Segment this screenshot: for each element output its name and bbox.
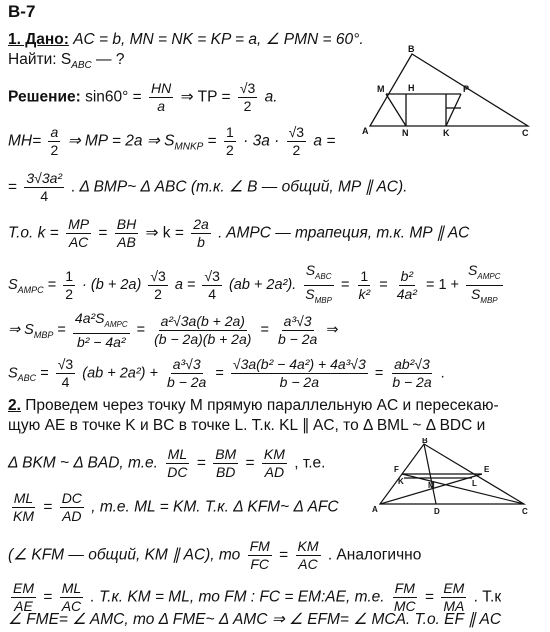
frac-sqrt3-4b	[56, 356, 75, 391]
p2-text-6: . Т.к. KM = ML, то FM : FC = EM:AE, т.е.	[90, 588, 385, 606]
frac-num: ML	[61, 580, 82, 596]
frac-bh-ab	[115, 216, 138, 251]
frac-num: BM	[215, 446, 237, 462]
solution-line-7: $S_{ABC}$ = $\frac{√3}{4}$ (ab + 2a²) + $\frac{\text{a³√3}}{b - 2a}$ = $\frac{\text{√3a(b² − 4a²) + 4a³√3}}{b - 2a}$ = $\frac{\text{ab²√3}}{b - 2a}$ .	[8, 356, 445, 390]
frac-num	[466, 262, 502, 286]
s-symbol: S	[8, 365, 18, 382]
p2-line-3	[8, 446, 325, 481]
label-P: P	[463, 84, 470, 94]
frac-num: MP	[68, 216, 90, 232]
frac-den: 2	[243, 98, 252, 114]
frac-den: BD	[215, 464, 236, 480]
frac-den: a	[157, 98, 166, 114]
p2-text-3: Δ BKM ~ Δ BAD, т.е.	[8, 454, 158, 472]
label-B2: B	[422, 438, 428, 445]
p2-text-2: щую AE в точке K и BC в точке L. Т.к. KL ∥ AC, то Δ BML ~ Δ BDC и	[8, 417, 486, 434]
frac-fm-fc	[248, 538, 272, 573]
eq-sign: =	[40, 365, 49, 382]
frac-sabc-smbp	[303, 262, 334, 309]
p2-text-5: (∠ KFM — общий, KM ∥ AC), то	[8, 546, 241, 564]
mbp-sub: MBP	[314, 295, 332, 305]
label-M2: M	[428, 481, 435, 490]
given-line	[8, 30, 364, 50]
frac-result	[24, 170, 64, 205]
k-expr: Т.о. k =	[8, 224, 59, 242]
frac-dc-ad	[60, 490, 84, 525]
find-line	[8, 50, 124, 76]
p2-text-7: ∠ FME= ∠ AMC, то Δ FME~ Δ AMC ⇒ ∠ EFM= ∠ MCA. Т.о. EF ∥ AC	[8, 611, 502, 628]
frac-num	[304, 262, 334, 286]
frac-num: 3√3a²	[26, 170, 63, 186]
frac-den: b − 2a	[167, 374, 207, 390]
eq-sign: =	[43, 588, 53, 606]
frac-l3-3	[276, 313, 319, 348]
triangle-figure-1	[360, 44, 530, 139]
frac-ml-dc	[165, 446, 189, 481]
eq-sign: =	[245, 454, 255, 472]
frac-den: 4	[40, 188, 49, 204]
frac-num: DC	[61, 490, 82, 506]
frac-hn-a	[149, 80, 173, 115]
frac-den: AE	[14, 598, 33, 614]
frac-2a-b	[191, 216, 211, 251]
tk-text: . Т.к	[473, 588, 502, 606]
frac-sqrt3-4	[202, 268, 221, 303]
frac-num: ab²√3	[394, 356, 430, 372]
page-heading: В-7	[8, 2, 36, 21]
frac-den: FC	[250, 556, 270, 572]
frac-num: FM	[394, 580, 415, 596]
label-F2: F	[394, 465, 399, 474]
frac-a-2	[48, 124, 60, 159]
a-eq: a =	[313, 132, 336, 150]
frac-1-2c	[63, 268, 75, 303]
arrow-s: ⇒ S	[8, 322, 34, 339]
frac-mp-ac	[66, 216, 91, 251]
frac-den: b − 2a	[279, 374, 319, 390]
p2-line-1	[8, 396, 499, 416]
tp-expr: ⇒ TP =	[180, 88, 231, 106]
eq-sign: =	[379, 277, 388, 294]
mp-expr: ⇒ MP = 2a ⇒ S	[67, 132, 175, 150]
frac-num: ML	[167, 446, 188, 462]
find-sub: ABC	[71, 60, 92, 72]
frac-den: AD	[264, 464, 285, 480]
p2-line-4	[8, 490, 339, 525]
a-eq: a =	[174, 277, 196, 294]
frac-bm-bd	[213, 446, 238, 481]
frac-den: 2	[65, 285, 74, 302]
abc-sub: ABC	[315, 271, 332, 281]
frac-den: b	[197, 234, 205, 250]
find-tail: — ?	[91, 51, 125, 68]
mbp-sub: MBP	[33, 330, 54, 341]
k-eq: ⇒ k =	[145, 224, 184, 242]
frac-l4-3	[390, 356, 433, 391]
ab2a-plus: (ab + 2a²) +	[82, 365, 158, 382]
frac-num: a	[50, 124, 59, 140]
p2-text-4: , т.е. ML = KM. Т.к. Δ KFM~ Δ AFC	[91, 498, 339, 516]
frac-b2-4a2	[395, 268, 419, 303]
frac-den: 2	[292, 142, 301, 158]
frac-ml-km	[11, 490, 36, 525]
mh-expr: MH=	[8, 132, 42, 150]
frac-num: √3	[57, 356, 74, 372]
s-symbol: S	[468, 262, 478, 278]
eq-sign: =	[279, 546, 289, 564]
frac-l4-1	[165, 356, 208, 391]
frac-den: AC	[68, 234, 89, 250]
eq-sign: =	[260, 322, 269, 339]
frac-den: 2	[50, 142, 59, 158]
frac-l3-1	[73, 310, 130, 351]
label-K2: K	[398, 477, 404, 486]
dot3a-expr: · 3a ·	[243, 132, 280, 150]
analog-text: . Аналогично	[327, 546, 422, 564]
frac-num: ML	[13, 490, 34, 506]
ampc-sub: AMPC	[104, 319, 128, 329]
eq-sign: =	[43, 498, 53, 516]
ampc-sub: AMPC	[17, 285, 44, 296]
te-text: , т.е.	[294, 454, 326, 472]
frac-km-ad	[262, 446, 287, 481]
b-plus-2a: · (b + 2a)	[82, 277, 142, 294]
frac-den: MC	[393, 598, 416, 614]
frac-sqrt3-2b	[287, 124, 306, 159]
frac-num: a³√3	[283, 312, 312, 329]
frac-den: MA	[443, 598, 465, 614]
frac-den: DC	[167, 464, 188, 480]
frac-num: FM	[249, 538, 270, 554]
mnkp-sub: MNKP	[174, 141, 204, 153]
frac-l4-2	[231, 356, 368, 391]
frac-num: EM	[13, 580, 34, 596]
frac-den: 2	[154, 285, 162, 302]
frac-sqrt3-2	[238, 80, 257, 115]
frac-sampc-smbp	[466, 262, 502, 309]
solution-label: Решение:	[8, 88, 81, 106]
mbp-sub: MBP	[480, 295, 498, 305]
p2-text-1: Проведем через точку M прямую параллельную AC и пересекаю-	[20, 397, 499, 414]
s-symbol: S	[305, 285, 315, 302]
ab2a-expr: (ab + 2a²).	[228, 277, 297, 294]
label-E2: E	[484, 465, 490, 474]
problem2-label: 2.	[8, 397, 21, 414]
similarity-text: . Δ BMP~ Δ ABC (т.к. ∠ B — общий, MP ∥ AC).	[71, 178, 408, 196]
frac-den	[303, 286, 334, 309]
frac-1-k2	[356, 268, 372, 303]
frac-num	[73, 310, 130, 334]
frac-l3-2	[152, 313, 253, 348]
solution-line-5	[8, 262, 506, 309]
p2-line-7	[8, 610, 501, 630]
frac-sqrt3-2c	[148, 268, 167, 303]
find-label: Найти: S	[8, 51, 72, 68]
frac-den: AC	[61, 598, 82, 614]
solution-line-4	[8, 216, 469, 251]
eq-sign: =	[207, 132, 217, 150]
label-D2: D	[434, 507, 440, 516]
plus-one: = 1 +	[425, 277, 460, 294]
frac-num: b²	[400, 267, 414, 284]
s-symbol: S	[470, 285, 481, 302]
frac-km-ac	[296, 538, 321, 573]
frac-den: (b − 2a)(b + 2a)	[154, 330, 252, 347]
frac-num: a²√3a(b + 2a)	[160, 312, 245, 329]
frac-num: BH	[116, 216, 137, 232]
frac-den: 4	[208, 285, 217, 302]
tp-tail: a.	[264, 88, 278, 106]
sin-expr: sin60° =	[85, 88, 142, 106]
frac-den: 4a²	[396, 285, 417, 302]
s-symbol: S	[8, 277, 18, 294]
frac-den: AB	[117, 234, 136, 250]
label-H: H	[408, 83, 415, 93]
eq-sign: =	[424, 588, 435, 606]
label-K: K	[443, 128, 450, 138]
frac-den: b − 2a	[277, 330, 318, 347]
eq-sign: =	[57, 322, 66, 339]
eq-sign: =	[136, 322, 146, 339]
solution-line-3	[8, 170, 407, 205]
frac-num: HN	[151, 80, 172, 96]
frac-den: 4	[61, 374, 70, 390]
frac-den	[469, 286, 500, 309]
frac-num: KM	[297, 538, 319, 554]
frac-num: √3	[239, 80, 256, 96]
eq-sign: =	[47, 277, 57, 294]
frac-num: √3	[288, 124, 305, 140]
frac-num: 2a	[193, 216, 209, 232]
label-A: A	[362, 126, 369, 136]
frac-num: 1	[360, 267, 369, 284]
frac-den: KM	[13, 508, 34, 524]
trapezoid-text: . AMPC — трапеция, т.к. MP ∥ AC	[218, 224, 470, 242]
frac-den: AC	[298, 556, 318, 572]
frac-num: 1	[65, 267, 74, 284]
problem1-label: 1. Дано:	[8, 31, 69, 48]
arrow: ⇒	[326, 322, 339, 339]
eq-sign: =	[215, 365, 224, 382]
p2-line-2	[8, 416, 485, 436]
frac-num: a³√3	[172, 356, 201, 372]
s-symbol: S	[305, 262, 316, 278]
label-C: C	[522, 128, 529, 138]
eq-sign: =	[340, 277, 350, 294]
p2-line-5	[8, 538, 421, 573]
label-M: M	[377, 84, 385, 94]
eq-sign: =	[98, 224, 108, 242]
eq-sign: =	[374, 365, 384, 382]
frac-1-2	[224, 124, 236, 159]
frac-den: 2	[226, 142, 234, 158]
num-text: 4a²S	[74, 310, 105, 326]
frac-den: b − 2a	[392, 374, 432, 390]
solution-line-1	[8, 80, 278, 115]
label-A2: A	[372, 505, 378, 514]
abc-sub: ABC	[17, 373, 37, 384]
given-text: AC = b, MN = NK = KP = a, ∠ PMN = 60°.	[73, 31, 364, 48]
solution-line-6	[8, 310, 338, 351]
label-L2: L	[472, 479, 477, 488]
ampc-sub: AMPC	[477, 271, 501, 281]
frac-num: KM	[263, 446, 285, 462]
frac-den: k²	[358, 285, 371, 302]
triangle-figure-2	[372, 438, 532, 518]
label-N: N	[402, 128, 409, 138]
eq-sign: =	[8, 178, 18, 196]
frac-num: √3	[150, 267, 166, 284]
eq-sign: =	[196, 454, 206, 472]
frac-num: √3	[204, 267, 220, 284]
frac-num: 1	[226, 124, 234, 140]
label-B: B	[408, 44, 415, 54]
solution-line-2	[8, 124, 335, 159]
frac-den: b² − 4a²	[76, 333, 126, 350]
label-C2: C	[522, 507, 528, 516]
frac-den: AD	[62, 508, 82, 524]
frac-num: √3a(b² − 4a²) + 4a³√3	[232, 356, 366, 372]
frac-num: EM	[443, 580, 465, 596]
